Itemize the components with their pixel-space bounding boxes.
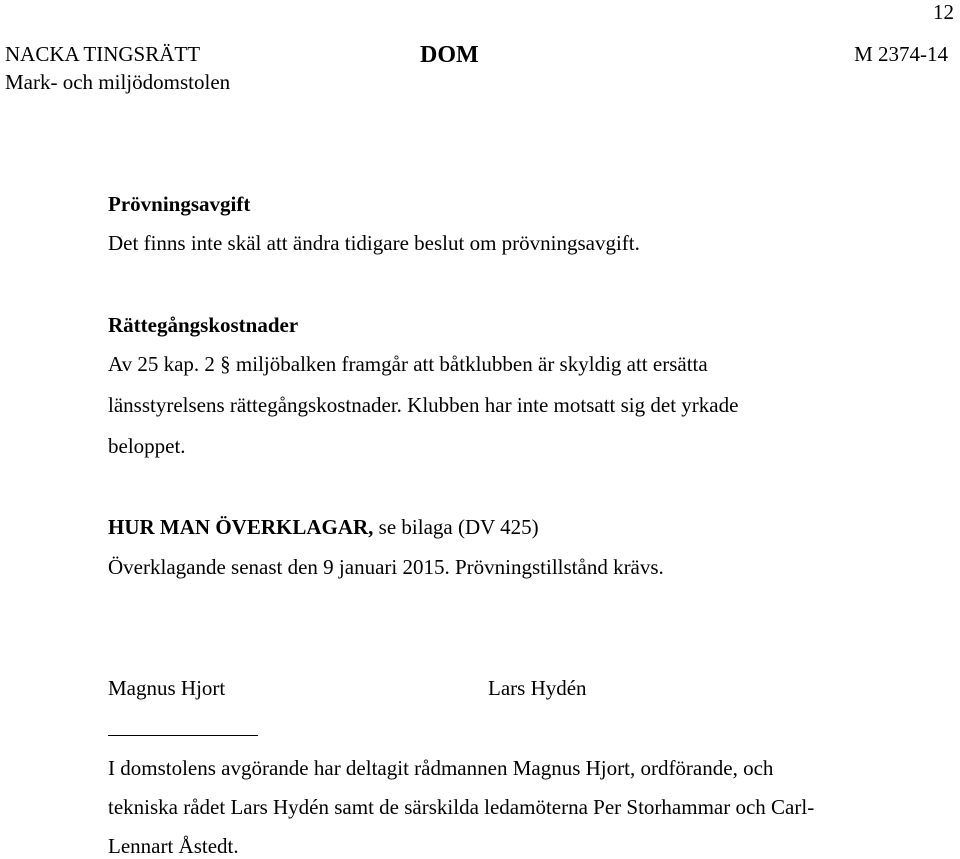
footer-line-3: Lennart Åstedt. [108,834,239,858]
footer-line-2: tekniska rådet Lars Hydén samt de särskilda ledamöterna Per Storhammar och Carl- [108,795,815,819]
costs-text-line-2: länsstyrelsens rättegångskostnader. Klubben har inte motsatt sig det yrkade [108,393,739,417]
signature-divider [108,735,258,736]
costs-text-line-3: beloppet. [108,434,186,458]
appeal-attachment-reference: se bilaga (DV 425) [373,515,539,539]
fee-text-line: Det finns inte skäl att ändra tidigare beslut om prövningsavgift. [108,231,640,255]
case-number: M 2374-14 [854,42,948,66]
court-name: NACKA TINGSRÄTT [5,42,201,66]
signature-lars-hyden: Lars Hydén [488,676,587,700]
footer-line-1: I domstolens avgörande har deltagit rådmannen Magnus Hjort, ordförande, och [108,756,774,780]
appeal-title: HUR MAN ÖVERKLAGAR, [108,515,374,539]
appeal-deadline: Överklagande senast den 9 januari 2015. Prövningstillstånd krävs. [108,555,664,579]
section-heading-costs: Rättegångskostnader [108,313,299,337]
appeal-instruction [108,515,539,540]
signature-magnus-hjort: Magnus Hjort [108,676,226,700]
page-number: 12 [933,0,954,24]
court-division: Mark- och miljödomstolen [5,70,231,94]
section-heading-fee: Prövningsavgift [108,192,251,216]
costs-text-line-1: Av 25 kap. 2 § miljöbalken framgår att båtklubben är skyldig att ersätta [108,352,708,376]
document-type: DOM [420,42,479,68]
